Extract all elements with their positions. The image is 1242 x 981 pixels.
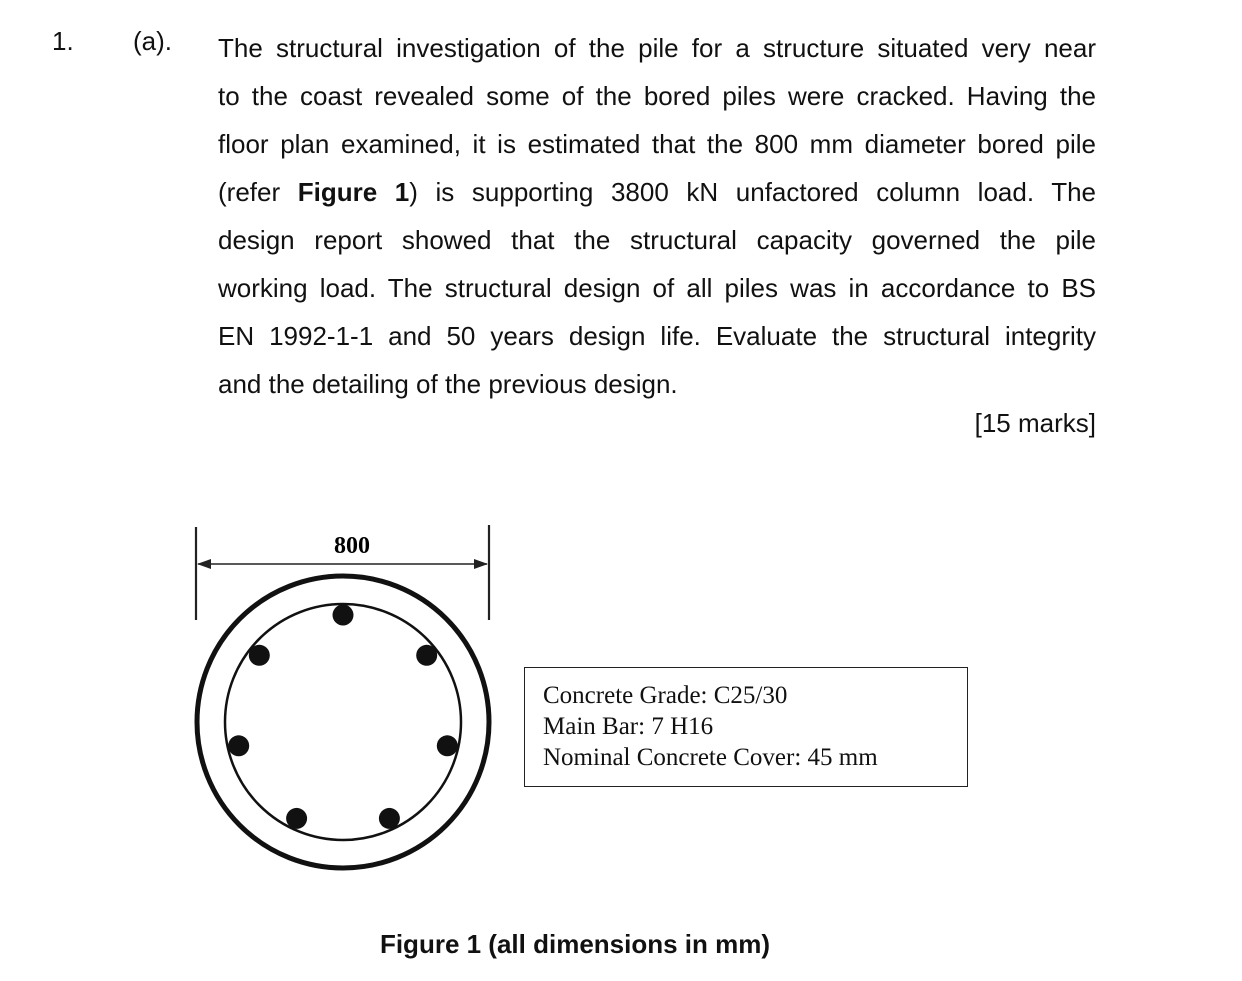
- rebar-5: [286, 808, 307, 829]
- rebar-7: [249, 645, 270, 666]
- figure-caption: Figure 1 (all dimensions in mm): [379, 929, 771, 959]
- question-line-4: [218, 168, 1096, 216]
- question-line-1: The structural investigation of the pile for a structure situated very near: [218, 33, 1096, 63]
- pile-specification-box: [524, 667, 968, 787]
- rebar-4: [379, 808, 400, 829]
- pile-cross-section-diagram: [180, 515, 510, 875]
- question-line-4-post: ) is supporting 3800 kN unfactored column load. The: [409, 177, 1097, 207]
- question-line-6: working load. The structural design of all piles was in accordance to BS: [218, 273, 1096, 303]
- question-line-2: to the coast revealed some of the bored piles were cracked. Having the: [218, 81, 1096, 111]
- question-line-3: floor plan examined, it is estimated that the 800 mm diameter bored pile: [218, 129, 1096, 159]
- concrete-cover-text: Nominal Concrete Cover: 45 mm: [543, 744, 878, 771]
- question-line-5: design report showed that the structural capacity governed the pile: [218, 225, 1096, 255]
- link-circle: [225, 604, 461, 840]
- question-part-label: (a).: [133, 26, 172, 56]
- question-line-7: EN 1992-1-1 and 50 years design life. Evaluate the structural integrity: [218, 321, 1096, 351]
- rebar-6: [228, 735, 249, 756]
- question-line-4-pre: (refer: [218, 177, 298, 207]
- question-line-8: and the detailing of the previous design.: [218, 369, 678, 399]
- dimension-label: 800: [334, 533, 370, 559]
- main-bars: [228, 605, 458, 829]
- concrete-grade-text: Concrete Grade: C25/30: [543, 682, 788, 709]
- rebar-3: [437, 735, 458, 756]
- question-text: [218, 24, 1096, 408]
- rebar-1: [333, 605, 354, 626]
- rebar-2: [416, 645, 437, 666]
- main-bar-text: Main Bar: 7 H16: [543, 713, 714, 740]
- marks-label: [15 marks]: [974, 408, 1096, 438]
- question-number: 1.: [52, 26, 74, 56]
- figure-reference: Figure 1: [297, 177, 410, 207]
